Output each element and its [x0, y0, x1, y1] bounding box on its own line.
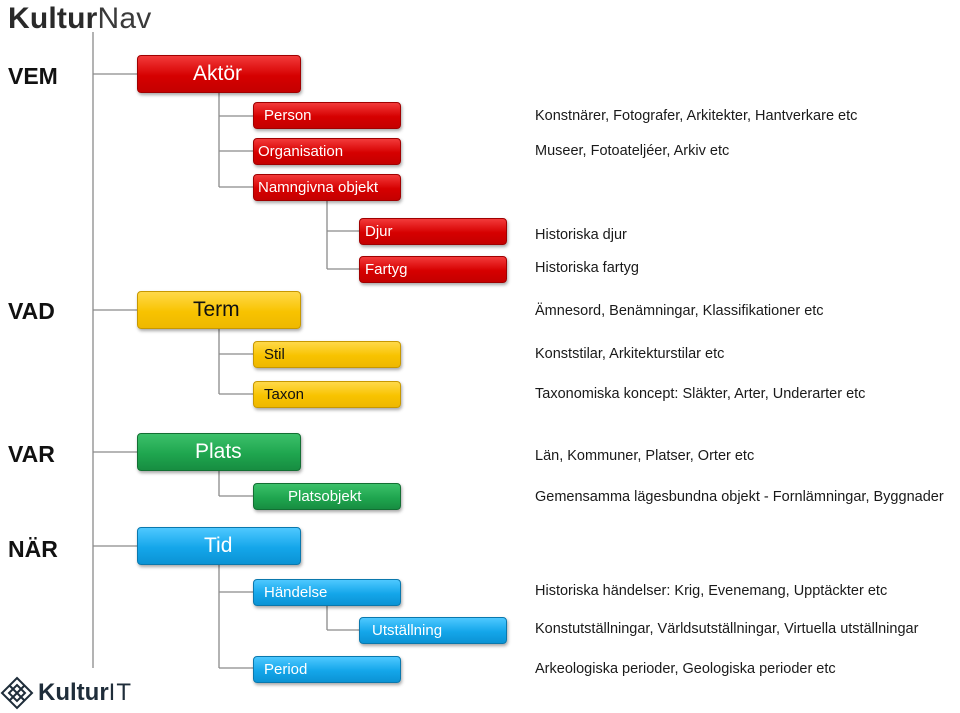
- desc-organisation: Museer, Fotoateljéer, Arkiv etc: [535, 143, 730, 159]
- box-djur: Djur: [359, 218, 507, 245]
- desc-term: Ämnesord, Benämningar, Klassifikationer etc: [535, 303, 824, 319]
- box-plats: Plats: [137, 433, 301, 471]
- desc-platsobjekt: Gemensamma lägesbundna objekt - Fornlämningar, Byggnader: [535, 489, 944, 505]
- box-aktor: Aktör: [137, 55, 301, 93]
- box-namngivna-objekt: Namngivna objekt: [253, 174, 401, 201]
- kulturit-wordmark: [38, 679, 132, 707]
- desc-stil: Konststilar, Arkitekturstilar etc: [535, 346, 725, 362]
- desc-djur: Historiska djur: [535, 227, 627, 243]
- kulturit-diamond-icon: [0, 676, 34, 710]
- category-vad: VAD: [8, 298, 55, 324]
- box-fartyg: Fartyg: [359, 256, 507, 283]
- category-nar: NÄR: [8, 536, 58, 562]
- box-term: Term: [137, 291, 301, 329]
- brand-light-text: IT: [108, 679, 132, 706]
- logo-bold-text: Kultur: [8, 2, 98, 35]
- box-handelse: Händelse: [253, 579, 401, 606]
- box-period: Period: [253, 656, 401, 683]
- kulturit-brand: [0, 676, 132, 710]
- box-tid: Tid: [137, 527, 301, 565]
- category-vem: VEM: [8, 63, 58, 89]
- brand-bold-text: Kultur: [38, 679, 109, 706]
- box-stil: Stil: [253, 341, 401, 368]
- desc-utstallning: Konstutställningar, Världsutställningar, Virtuella utställningar: [535, 621, 919, 637]
- desc-fartyg: Historiska fartyg: [535, 260, 639, 276]
- box-person: Person: [253, 102, 401, 129]
- desc-period: Arkeologiska perioder, Geologiska perioder etc: [535, 661, 836, 677]
- category-var: VAR: [8, 441, 55, 467]
- box-taxon: Taxon: [253, 381, 401, 408]
- desc-person: Konstnärer, Fotografer, Arkitekter, Hantverkare etc: [535, 108, 858, 124]
- box-utstallning: Utställning: [359, 617, 507, 644]
- desc-taxon: Taxonomiska koncept: Släkter, Arter, Underarter etc: [535, 386, 866, 402]
- desc-plats: Län, Kommuner, Platser, Orter etc: [535, 448, 755, 464]
- box-organisation: Organisation: [253, 138, 401, 165]
- desc-handelse: Historiska händelser: Krig, Evenemang, Upptäckter etc: [535, 583, 888, 599]
- box-platsobjekt: Platsobjekt: [253, 483, 401, 510]
- logo-light-text: Nav: [97, 2, 152, 35]
